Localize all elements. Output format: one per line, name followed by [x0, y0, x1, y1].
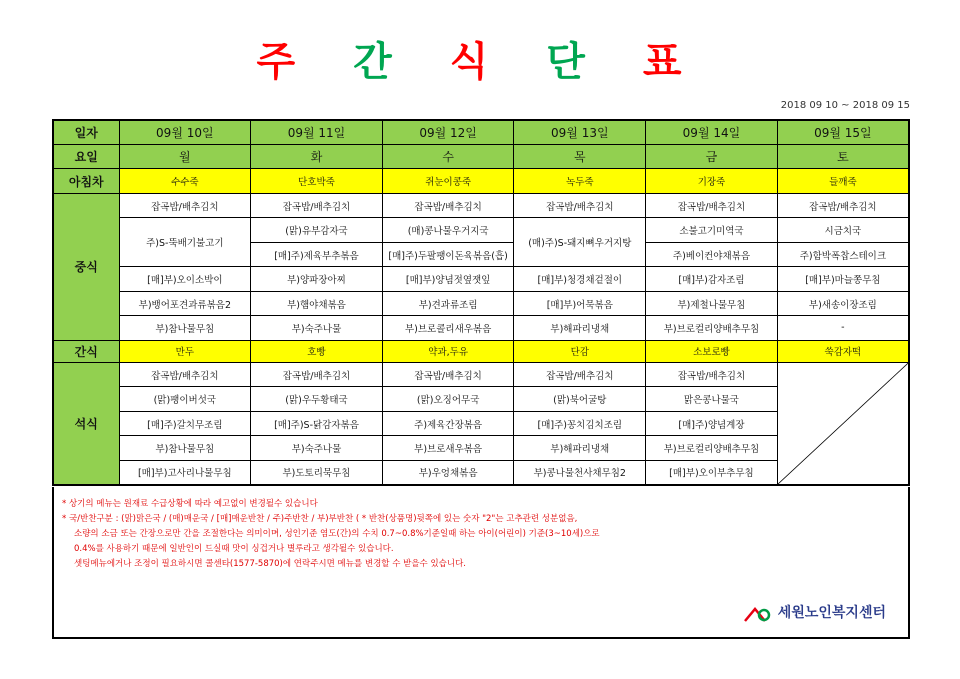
- note-line: 0.4%를 사용하기 때문에 일반인이 드실때 맛이 싱겁거나 별루라고 생각될수 있습니다.: [74, 544, 394, 554]
- lunch-cell: 부)새송이장조림: [777, 291, 909, 315]
- dinner-cell: 부)참나물무침: [119, 436, 251, 460]
- dinner-cell: [매]주)양념계장: [646, 411, 778, 435]
- lunch-cell: 주)베이컨야채볶음: [646, 242, 778, 266]
- weekday-cell: 목: [514, 144, 646, 168]
- snack-row: [53, 340, 909, 362]
- lunch-cell: 부)해파리냉채: [514, 316, 646, 340]
- dinner-cell: 부)우엉채볶음: [382, 460, 514, 485]
- lunch-cell: 부)견과류조림: [382, 291, 514, 315]
- weekly-menu-table: [52, 119, 910, 486]
- dinner-cell: 부)도토리묵무침: [251, 460, 383, 485]
- date-cell: 09월 13일: [514, 120, 646, 144]
- snack-cell: 호빵: [251, 340, 383, 362]
- notes-box: [52, 487, 910, 639]
- lunch-cell: 부)숙주나물: [251, 316, 383, 340]
- date-row: [53, 120, 909, 144]
- date-cell: 09월 11일: [251, 120, 383, 144]
- lunch-cell: [매]부)청경채겉절이: [514, 267, 646, 291]
- page-title: [0, 30, 960, 87]
- breakfast-row: [53, 169, 909, 193]
- lunch-cell: 주)함박폭찹스테이크: [777, 242, 909, 266]
- lunch-cell: [매]주)제육부추볶음: [251, 242, 383, 266]
- date-cell: 09월 15일: [777, 120, 909, 144]
- breakfast-cell: 단호박죽: [251, 169, 383, 193]
- lunch-label: 중식: [53, 193, 119, 340]
- lunch-cell: [매]부)마늘쫑무침: [777, 267, 909, 291]
- note-line: * 국/반찬구분 : (맑)맑은국 / (매)매운국 / [매]매운반찬 / 주)주반찬 / 부)부반찬 ( * 반찬(상품명)뒷쪽에 있는 숫자 "2"는 고추관련 성분없음,: [62, 514, 578, 524]
- dinner-cell: (맑)우두황태국: [251, 387, 383, 411]
- weekday-label: 요일: [53, 144, 119, 168]
- snack-cell: 쑥감자떡: [777, 340, 909, 362]
- note-line: 셋팅메뉴에거나 조정이 필요하시면 콜센타(1577-5870)에 연락주시면 메뉴를 변경할 수 받을수 있습니다.: [74, 559, 467, 569]
- lunch-row: [53, 193, 909, 217]
- dinner-cell: 부)브로새우볶음: [382, 436, 514, 460]
- lunch-cell: 소불고기미역국: [646, 218, 778, 242]
- lunch-cell: [매]부)어묵볶음: [514, 291, 646, 315]
- breakfast-cell: 녹두죽: [514, 169, 646, 193]
- dinner-cell: (맑)오징어무국: [382, 387, 514, 411]
- lunch-cell: (맑)유부감자국: [251, 218, 383, 242]
- breakfast-cell: 쥐눈이콩죽: [382, 169, 514, 193]
- dinner-cell: 잡곡밥/배추김치: [251, 362, 383, 386]
- lunch-cell: 부)제철나물무침: [646, 291, 778, 315]
- snack-cell: 단감: [514, 340, 646, 362]
- dinner-cell: 맑은콩나물국: [646, 387, 778, 411]
- snack-cell: 만두: [119, 340, 251, 362]
- lunch-cell: 잡곡밥/배추김치: [382, 193, 514, 217]
- title-char: 간: [353, 39, 414, 85]
- notes-text: [62, 497, 600, 572]
- lunch-cell: 주)S-뚝배기불고기: [119, 218, 251, 267]
- dinner-cell: 잡곡밥/배추김치: [119, 362, 251, 386]
- breakfast-cell: 기장죽: [646, 169, 778, 193]
- lunch-cell: 잡곡밥/배추김치: [119, 193, 251, 217]
- dinner-cell: (맑)팽이버섯국: [119, 387, 251, 411]
- dinner-row: [53, 362, 909, 386]
- lunch-cell: 부)양파장아찌: [251, 267, 383, 291]
- dinner-cell: [매]부)고사리나물무침: [119, 460, 251, 485]
- title-char: 단: [546, 39, 607, 85]
- lunch-cell: 잡곡밥/배추김치: [777, 193, 909, 217]
- lunch-cell: 잡곡밥/배추김치: [251, 193, 383, 217]
- breakfast-cell: 들깨죽: [777, 169, 909, 193]
- weekday-cell: 화: [251, 144, 383, 168]
- weekday-cell: 수: [382, 144, 514, 168]
- lunch-cell: 잡곡밥/배추김치: [514, 193, 646, 217]
- title-char: 식: [449, 39, 511, 85]
- org-name: 세원노인복지센터: [777, 605, 886, 621]
- dinner-cell: [매]주)꽁치김치조림: [514, 411, 646, 435]
- lunch-cell: [매]부)감자조림: [646, 267, 778, 291]
- date-cell: 09월 14일: [646, 120, 778, 144]
- lunch-cell: 시금치국: [777, 218, 909, 242]
- diagonal-line: [778, 363, 908, 484]
- lunch-cell: 부)브로콜리새우볶음: [382, 316, 514, 340]
- lunch-cell: -: [777, 316, 909, 340]
- weekday-cell: 월: [119, 144, 251, 168]
- lunch-cell: 부)햄야채볶음: [251, 291, 383, 315]
- lunch-cell: 부)뱅어포견과류볶음2: [119, 291, 251, 315]
- lunch-row: [53, 218, 909, 242]
- dinner-cell: [매]부)오이부추무침: [646, 460, 778, 485]
- snack-cell: 약과,두유: [382, 340, 514, 362]
- dinner-cell: 부)콩나물천사채무침2: [514, 460, 646, 485]
- snack-cell: 소보로빵: [646, 340, 778, 362]
- dinner-cell: 잡곡밥/배추김치: [646, 362, 778, 386]
- org-logo: [742, 601, 886, 623]
- dinner-label: 석식: [53, 362, 119, 485]
- dinner-cell: 잡곡밥/배추김치: [514, 362, 646, 386]
- breakfast-cell: 수수죽: [119, 169, 251, 193]
- note-line: 소량의 소금 또는 간장으로만 간을 조절한다는 의미이며, 성인기준 염도(간)의 수치 0.7~0.8%기준일때 하는 아이(어린이) 기준(3~10세)으로: [74, 529, 600, 539]
- lunch-cell: (매)주)S-돼지뼈우거지탕: [514, 218, 646, 267]
- lunch-cell: 부)브로컬리양배추무침: [646, 316, 778, 340]
- dinner-cell: 부)브로컬리양배추무침: [646, 436, 778, 460]
- lunch-cell: 부)참나물무침: [119, 316, 251, 340]
- breakfast-label: 아침차: [53, 169, 119, 193]
- weekday-cell: 금: [646, 144, 778, 168]
- lunch-row: [53, 316, 909, 340]
- lunch-cell: [매]부)오이소박이: [119, 267, 251, 291]
- lunch-row: [53, 267, 909, 291]
- lunch-cell: [매]주)두팔팽이돈육볶음(흡): [382, 242, 514, 266]
- title-char: 표: [642, 39, 704, 85]
- date-cell: 09월 12일: [382, 120, 514, 144]
- date-range: 2018 09 10 ~ 2018 09 15: [780, 100, 910, 111]
- snack-label: 간식: [53, 340, 119, 362]
- date-label: 일자: [53, 120, 119, 144]
- weekday-row: [53, 144, 909, 168]
- dinner-cell: 부)숙주나물: [251, 436, 383, 460]
- note-line: * 상기의 메뉴는 원재료 수급상황에 따라 예고없이 변경될수 있습니다: [62, 499, 318, 509]
- dinner-cell: [매]주)S-닭감자볶음: [251, 411, 383, 435]
- lunch-cell: [매]부)양념젓옆잿잎: [382, 267, 514, 291]
- lunch-cell: 잡곡밥/배추김치: [646, 193, 778, 217]
- title-char: 주: [256, 39, 318, 85]
- dinner-cell: 주)제육간장볶음: [382, 411, 514, 435]
- dinner-cell: 잡곡밥/배추김치: [382, 362, 514, 386]
- house-logo-icon: [742, 601, 772, 623]
- lunch-row: [53, 291, 909, 315]
- dinner-cell: (맑)북어굴탕: [514, 387, 646, 411]
- dinner-empty-cell: [777, 362, 909, 485]
- date-cell: 09월 10일: [119, 120, 251, 144]
- weekday-cell: 토: [777, 144, 909, 168]
- lunch-cell: (매)콩나물우거지국: [382, 218, 514, 242]
- dinner-cell: [매]주)갈치무조림: [119, 411, 251, 435]
- dinner-cell: 부)해파리냉채: [514, 436, 646, 460]
